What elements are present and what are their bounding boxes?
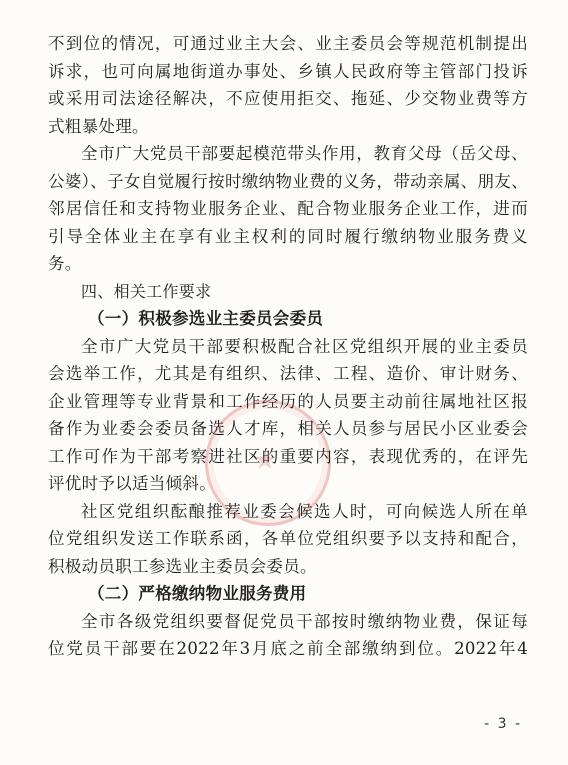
body-line: 全市广大党员干部要积极配合社区党组织开展的业主委员: [81, 336, 528, 356]
page-number: - 3 -: [484, 716, 522, 732]
body-line: 企业管理等专业背景和工作经历的人员要主动前往属地社区报: [48, 391, 528, 411]
body-line: 全市广大党员干部要起模范带头作用，教育父母（岳父母、: [81, 144, 528, 163]
body-line: 社区党组织酝酿推荐业委会候选人时，可向候选人所在单: [81, 501, 528, 521]
body-line: 公婆）、子女自觉履行按时缴纳物业费的义务，带动亲属、朋友、: [48, 171, 528, 191]
body-line: 务。: [48, 254, 82, 273]
body-line: 诉求，也可向属地街道办事处、乡镇人民政府等主管部门投诉: [48, 61, 528, 81]
body-line: 工作可作为干部考察进社区的重要内容，表现优秀的，在评先: [48, 446, 528, 466]
body-line: 位党组织发送工作联系函，各单位党组织要予以支持和配合，: [48, 529, 528, 548]
body-line: 积极动员职工参选业主委员会委员。: [48, 556, 317, 576]
body-line: 或采用司法途径解决，不应使用拒交、拖延、少交物业费等方: [48, 89, 528, 108]
body-line: 不到位的情况，可通过业主大会、业主委员会等规范机制提出: [48, 34, 528, 53]
body-line: 全市各级党组织要督促党员干部按时缴纳物业费，保证每: [81, 611, 528, 631]
subsection-heading: （二）严格缴纳物业服务费用: [88, 584, 307, 603]
body-line: 评优时予以适当倾斜。: [48, 474, 216, 493]
section-heading: 四、相关工作要求: [81, 281, 212, 301]
subsection-heading: （一）积极参选业主委员会委员: [88, 309, 324, 328]
body-line: 备作为业委会委员备选人才库，相关人员参与居民小区业委会: [48, 419, 528, 438]
body-line: 式粗暴处理。: [48, 116, 149, 136]
body-line: 引导全体业主在享有业主权利的同时履行缴纳物业服务费义: [48, 226, 528, 246]
body-line: 会选举工作，尤其是有组织、法律、工程、造价、审计财务、: [48, 364, 528, 383]
body-line: 位党员干部要在2022年3月底之前全部缴纳到位。2022年4: [48, 639, 528, 658]
document-body: [48, 30, 528, 663]
body-line: 邻居信任和支持物业服务企业、配合物业服务企业工作，进而: [48, 199, 528, 218]
